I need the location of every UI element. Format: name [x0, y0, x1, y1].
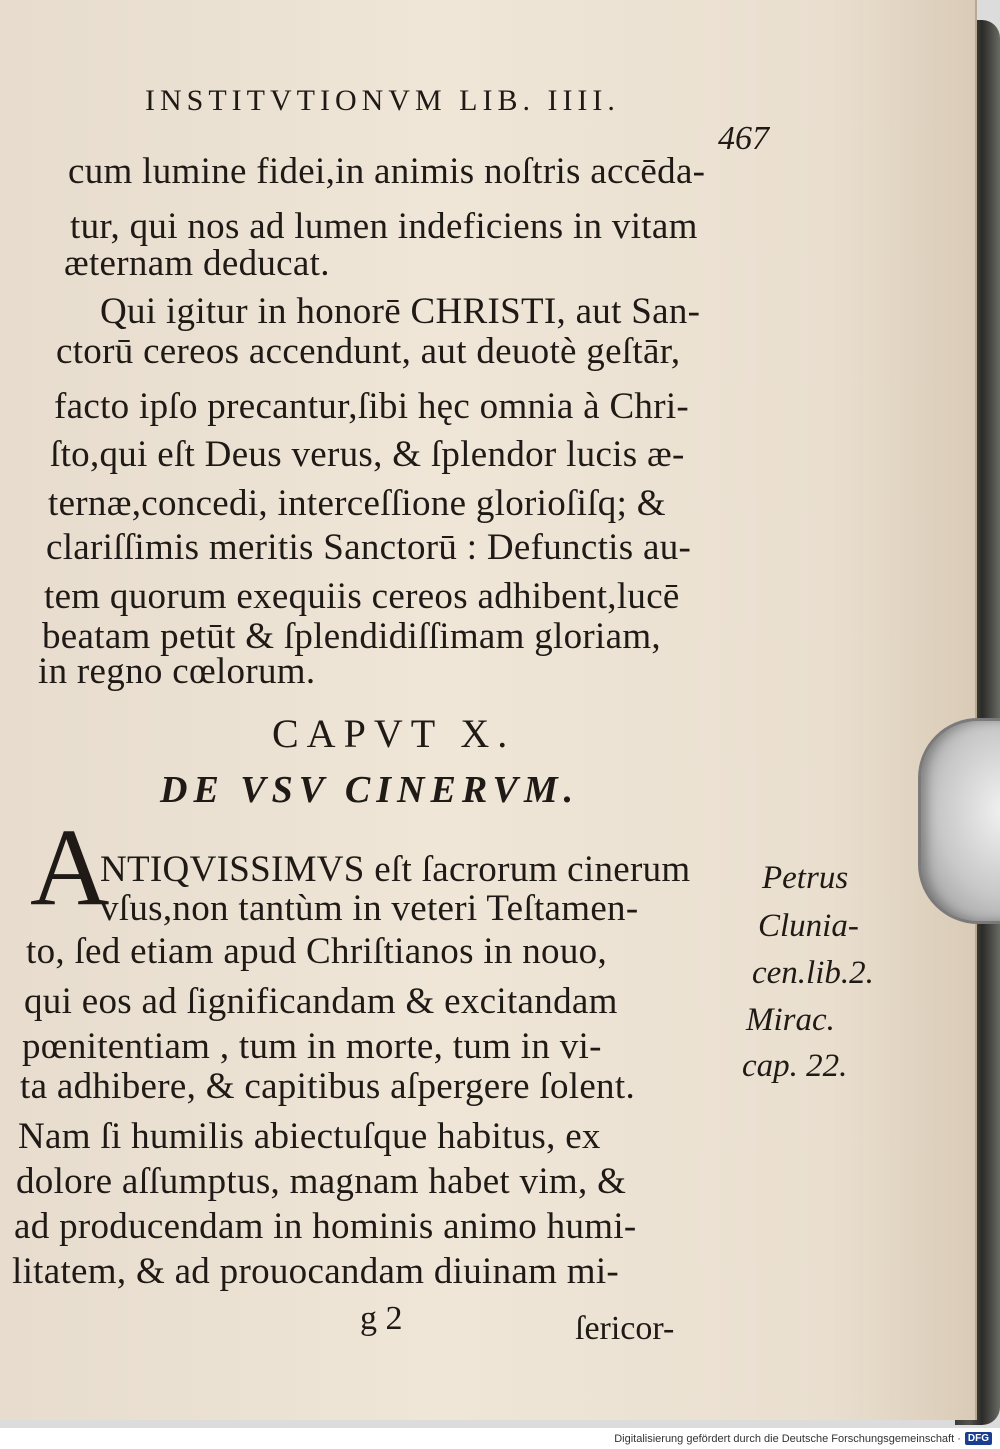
page-number: 467: [718, 120, 769, 157]
drop-capital: A: [30, 806, 110, 928]
text-line: ctorū cereos accendunt, aut deuotè geſtār,: [56, 331, 681, 372]
text-line: beatam petūt & ſplendidiſſimam gloriam,: [42, 616, 661, 657]
margin-note-line: Mirac.: [746, 1002, 835, 1038]
margin-note-line: cen.lib.2.: [752, 955, 874, 991]
signature-mark: g 2: [360, 1300, 403, 1337]
text-line: NTIQVISSIMVS eſt ſacrorum cinerum: [100, 849, 691, 890]
text-line: facto ipſo precantur,ſibi hęc omnia à Chri-: [54, 386, 690, 427]
dfg-logo: DFG: [965, 1432, 992, 1445]
text-line: dolore aſſumptus, magnam habet vim, &: [16, 1161, 627, 1202]
text-line: ſto,qui eſt Deus verus, & ſplendor lucis æ-: [50, 434, 685, 475]
text-line: qui eos ad ſignificandam & excitandam: [24, 981, 618, 1022]
catchword: ſericor-: [575, 1310, 675, 1347]
funding-text: Digitalisierung gefördert durch die Deutsche Forschungsgemeinschaft ·: [614, 1432, 961, 1445]
margin-note-line: Petrus: [762, 860, 849, 896]
running-title: INSTITVTIONVM LIB. IIII.: [145, 84, 620, 117]
text-line: ad producendam in hominis animo humi-: [14, 1206, 637, 1247]
margin-note-line: Clunia-: [758, 908, 859, 944]
text-line: ta adhibere, & capitibus aſpergere ſolent.: [20, 1066, 635, 1107]
text-line: in regno cœlorum.: [38, 651, 316, 692]
text-line: tem quorum exequiis cereos adhibent,lucē: [44, 576, 680, 617]
text-line: tur, qui nos ad lumen indeficiens in vitam: [70, 206, 698, 247]
text-line: ternæ,concedi, interceſſione glorioſiſq; &: [48, 483, 666, 524]
text-line: Qui igitur in honorē CHRISTI, aut San-: [100, 291, 701, 332]
chapter-heading: CAPVT X.: [272, 711, 516, 756]
margin-note-line: cap. 22.: [742, 1048, 848, 1084]
text-line: Nam ſi humilis abiectuſque habitus, ex: [18, 1116, 601, 1157]
text-line: pœnitentiam , tum in morte, tum in vi-: [22, 1026, 602, 1067]
text-line: cum lumine fidei,in animis noſtris accēda-: [68, 151, 706, 192]
text-line: vſus,non tantùm in veteri Teſtamen-: [100, 888, 639, 929]
text-line: litatem, & ad prouocandam diuinam mi-: [12, 1251, 620, 1292]
text-line: to, ſed etiam apud Chriſtianos in nouo,: [26, 931, 608, 972]
chapter-subtitle: DE VSV CINERVM.: [160, 769, 580, 811]
text-line: æternam deducat.: [64, 243, 330, 284]
funding-banner: [0, 1428, 1000, 1449]
text-line: clariſſimis meritis Sanctorū : Defunctis au-: [46, 527, 692, 568]
page-clip: [918, 718, 1000, 924]
